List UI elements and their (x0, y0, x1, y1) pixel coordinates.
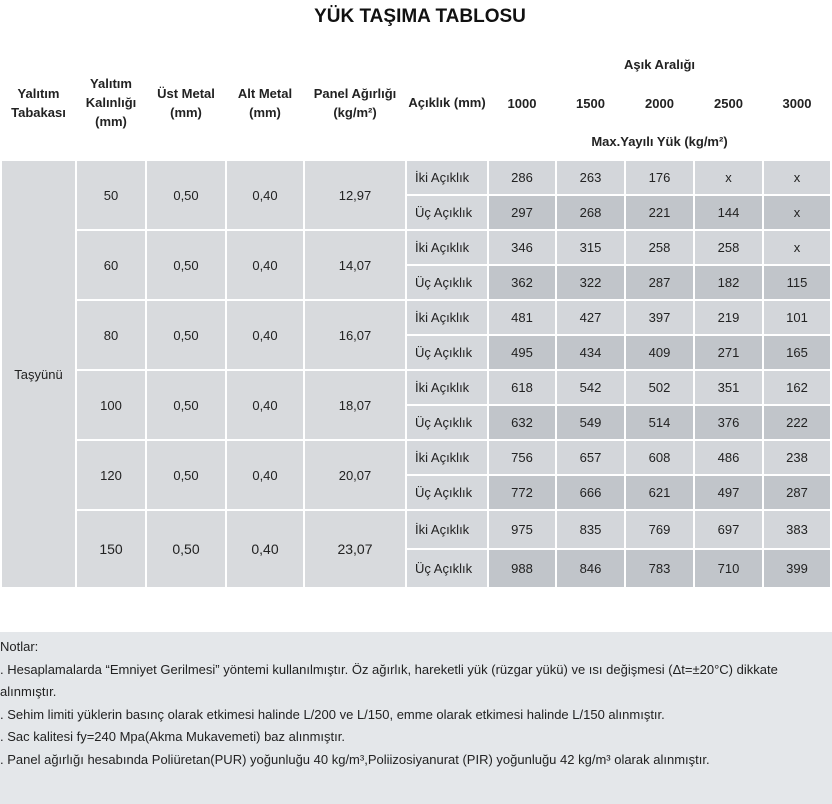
bottom-metal-cell: 0,40 (226, 160, 304, 230)
table-row (1, 510, 831, 549)
load-value-cell: 397 (625, 300, 694, 335)
page-title: YÜK TAŞIMA TABLOSU (314, 6, 526, 27)
span-type-cell: Üç Açıklık (406, 549, 488, 588)
top-metal-cell: 0,50 (146, 230, 226, 300)
load-value-cell: x (763, 160, 831, 195)
load-value-cell: 287 (763, 475, 831, 510)
header-spacing: 2500 (694, 84, 763, 123)
load-value-cell: 427 (556, 300, 625, 335)
note-item: . Panel ağırlığı hesabında Poliüretan(PUR) yoğunluğu 40 kg/m³,Poliizosiyanurat (PIR) yoğunluğu 42 kg/m³ olarak alınmıştır. (0, 751, 710, 767)
top-metal-cell: 0,50 (146, 510, 226, 588)
load-value-cell: 182 (694, 265, 763, 300)
load-value-cell: 783 (625, 549, 694, 588)
table-row (1, 370, 831, 405)
load-value-cell: 549 (556, 405, 625, 440)
load-value-cell: 542 (556, 370, 625, 405)
load-value-cell: 632 (488, 405, 556, 440)
bottom-metal-cell: 0,40 (226, 370, 304, 440)
thickness-cell: 50 (76, 160, 146, 230)
load-value-cell: 286 (488, 160, 556, 195)
load-value-cell: 258 (694, 230, 763, 265)
load-value-cell: 502 (625, 370, 694, 405)
span-type-cell: İki Açıklık (406, 160, 488, 195)
load-value-cell: 769 (625, 510, 694, 549)
header-spacing: 3000 (763, 84, 831, 123)
header-spacing: 1000 (488, 84, 556, 123)
load-value-cell: 988 (488, 549, 556, 588)
load-value-cell: 101 (763, 300, 831, 335)
load-value-cell: 697 (694, 510, 763, 549)
span-type-cell: İki Açıklık (406, 440, 488, 475)
note-item: . Hesaplamalarda “Emniyet Gerilmesi” yöntemi kullanılmıştır. Öz ağırlık, hareketli yük (rüzgar yükü) ve ısı değişmesi (Δt=±20°C) dikkate alınmıştır. (0, 661, 778, 699)
span-type-cell: Üç Açıklık (406, 405, 488, 440)
span-type-cell: Üç Açıklık (406, 335, 488, 370)
load-value-cell: 618 (488, 370, 556, 405)
load-value-cell: 238 (763, 440, 831, 475)
header-max-load: Max.Yayılı Yük (kg/m²) (488, 123, 831, 160)
load-value-cell: 268 (556, 195, 625, 230)
load-value-cell: 846 (556, 549, 625, 588)
bottom-metal-cell: 0,40 (226, 300, 304, 370)
bottom-metal-cell: 0,40 (226, 510, 304, 588)
load-table (0, 44, 832, 589)
load-value-cell: 165 (763, 335, 831, 370)
panel-weight-cell: 14,07 (304, 230, 406, 300)
load-value-cell: 162 (763, 370, 831, 405)
thickness-cell: 80 (76, 300, 146, 370)
load-value-cell: 271 (694, 335, 763, 370)
load-value-cell: 399 (763, 549, 831, 588)
thickness-cell: 100 (76, 370, 146, 440)
bottom-metal-cell: 0,40 (226, 440, 304, 510)
load-value-cell: 409 (625, 335, 694, 370)
thickness-cell: 120 (76, 440, 146, 510)
load-value-cell: 657 (556, 440, 625, 475)
top-metal-cell: 0,50 (146, 370, 226, 440)
top-metal-cell: 0,50 (146, 160, 226, 230)
load-value-cell: 115 (763, 265, 831, 300)
load-value-cell: 621 (625, 475, 694, 510)
load-value-cell: 481 (488, 300, 556, 335)
load-value-cell: 346 (488, 230, 556, 265)
load-value-cell: 434 (556, 335, 625, 370)
span-type-cell: İki Açıklık (406, 510, 488, 549)
notes-heading: Notlar: (0, 639, 39, 654)
load-value-cell: 258 (625, 230, 694, 265)
load-value-cell: x (763, 230, 831, 265)
thickness-cell: 60 (76, 230, 146, 300)
table-row (1, 230, 831, 265)
span-type-cell: Üç Açıklık (406, 195, 488, 230)
load-value-cell: x (694, 160, 763, 195)
panel-weight-cell: 16,07 (304, 300, 406, 370)
header-insulation: Yalıtım Tabakası (1, 45, 76, 160)
header-thickness: Yalıtım Kalınlığı (mm) (76, 45, 146, 160)
panel-weight-cell: 20,07 (304, 440, 406, 510)
load-value-cell: 315 (556, 230, 625, 265)
load-value-cell: 222 (763, 405, 831, 440)
note-item: . Sehim limiti yüklerin basınç olarak etkimesi halinde L/200 ve L/150, emme olarak etkimesi halinde L/150 alınmıştır. (0, 706, 665, 722)
table-row (1, 440, 831, 475)
load-value-cell: 297 (488, 195, 556, 230)
span-type-cell: Üç Açıklık (406, 475, 488, 510)
span-type-cell: İki Açıklık (406, 230, 488, 265)
load-value-cell: 383 (763, 510, 831, 549)
header-top-metal: Üst Metal (mm) (146, 45, 226, 160)
load-value-cell: 144 (694, 195, 763, 230)
note-item: . Sac kalitesi fy=240 Mpa(Akma Mukavemeti) baz alınmıştır. (0, 729, 345, 744)
span-type-cell: İki Açıklık (406, 300, 488, 335)
load-value-cell: 666 (556, 475, 625, 510)
load-value-cell: 351 (694, 370, 763, 405)
bottom-metal-cell: 0,40 (226, 230, 304, 300)
load-value-cell: 176 (625, 160, 694, 195)
span-type-cell: Üç Açıklık (406, 265, 488, 300)
table-row (1, 300, 831, 335)
load-value-cell: 756 (488, 440, 556, 475)
header-spacing: 1500 (556, 84, 625, 123)
load-value-cell: 219 (694, 300, 763, 335)
load-value-cell: x (763, 195, 831, 230)
header-panel-weight: Panel Ağırlığı (kg/m²) (304, 45, 406, 160)
load-value-cell: 263 (556, 160, 625, 195)
load-value-cell: 362 (488, 265, 556, 300)
load-value-cell: 772 (488, 475, 556, 510)
table-body (1, 160, 831, 588)
top-metal-cell: 0,50 (146, 300, 226, 370)
load-value-cell: 835 (556, 510, 625, 549)
table-row (1, 160, 831, 195)
load-value-cell: 376 (694, 405, 763, 440)
header-bottom-metal: Alt Metal (mm) (226, 45, 304, 160)
load-value-cell: 497 (694, 475, 763, 510)
load-value-cell: 514 (625, 405, 694, 440)
header-span: Açıklık (mm) (406, 45, 488, 160)
span-type-cell: İki Açıklık (406, 370, 488, 405)
header-purlin-spacing: Aşık Aralığı (488, 45, 831, 84)
load-value-cell: 221 (625, 195, 694, 230)
insulation-type-cell: Taşyünü (1, 160, 76, 588)
load-value-cell: 486 (694, 440, 763, 475)
load-value-cell: 975 (488, 510, 556, 549)
thickness-cell: 150 (76, 510, 146, 588)
panel-weight-cell: 18,07 (304, 370, 406, 440)
notes-section (0, 632, 832, 804)
panel-weight-cell: 23,07 (304, 510, 406, 588)
panel-weight-cell: 12,97 (304, 160, 406, 230)
top-metal-cell: 0,50 (146, 440, 226, 510)
load-value-cell: 287 (625, 265, 694, 300)
load-value-cell: 608 (625, 440, 694, 475)
load-value-cell: 495 (488, 335, 556, 370)
load-value-cell: 710 (694, 549, 763, 588)
header-spacing: 2000 (625, 84, 694, 123)
load-value-cell: 322 (556, 265, 625, 300)
